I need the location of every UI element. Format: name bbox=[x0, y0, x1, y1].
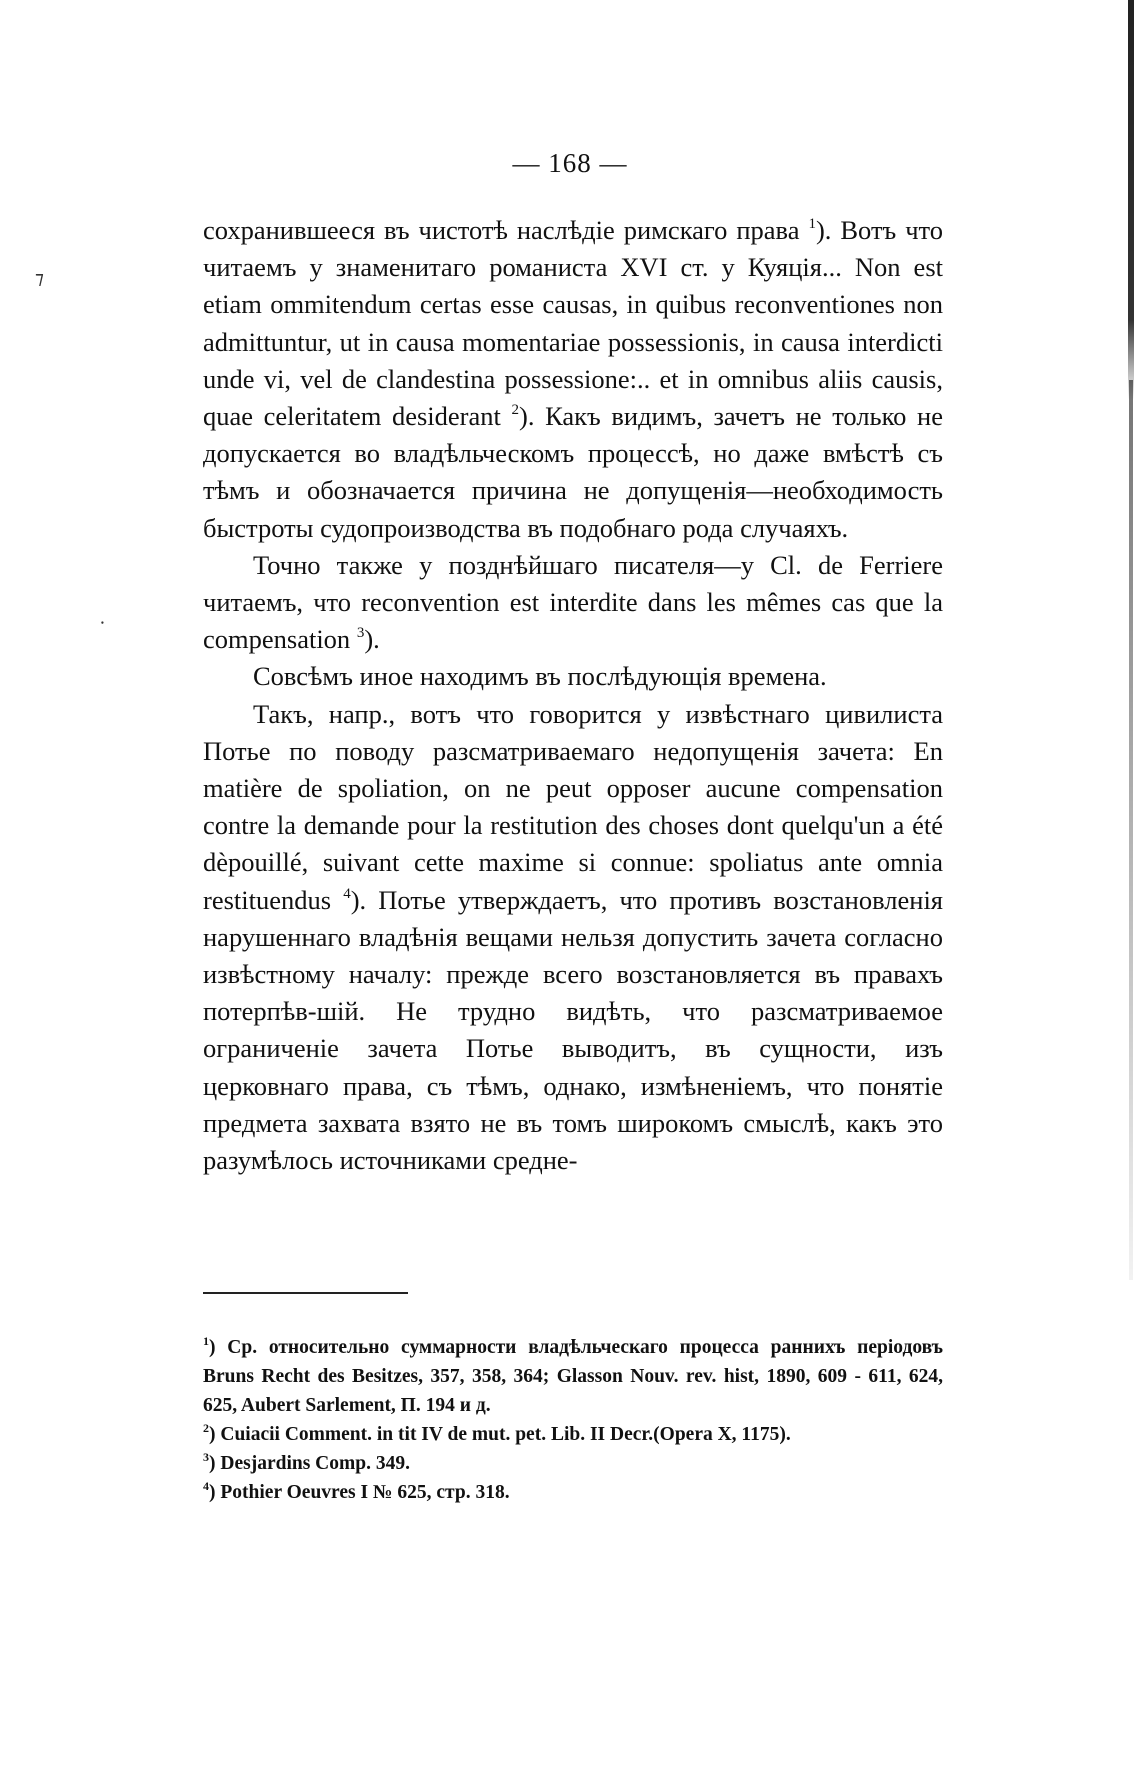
footnote: $^4$) Pothier Oeuvres I № 625, стр. 318. bbox=[203, 1479, 510, 1503]
footnote-ref[interactable]: 4 bbox=[343, 885, 351, 902]
paragraph: Совсѣмъ иное находимъ въ послѣдующія времена. bbox=[253, 661, 827, 692]
paragraph: Точно также у позднѣйшаго писателя—у Cl. de Ferriere читаемъ, что reconvention est interdite dans les mêmes cas que la compensation $^3$). bbox=[203, 549, 943, 655]
paragraph: сохранившееся въ чистотѣ наслѣдіе римскаго права $^1$). Вотъ что читаемъ у знаменитаго романиста XVI ст. у Куяція... Non est etiam ommitendum certas esse causas, in quibus reconventiones non admittuntur, ut in causa momentariae possessionis, in causa interdicti unde vi, vel de clandestina possessione:.. et in omnibus aliis causis, quae celeritatem desiderant $^2$). Какъ видимъ, зачетъ не только не допускается во владѣльческомъ процессѣ, но даже вмѣстѣ съ тѣмъ и обозначается причина не допущенія—необходимость быстроты судопроизводства въ подобнаго рода случаяхъ. bbox=[203, 215, 943, 543]
page-number: — 168 — bbox=[512, 148, 628, 178]
footnote-ref[interactable]: 3 bbox=[356, 625, 365, 642]
footnote: $^2$) Cuiacii Comment. in tit IV de mut. pet. Lib. II Decr.(Opera X, 1175). bbox=[203, 1421, 791, 1445]
margin-mark: ⁊ bbox=[35, 268, 44, 288]
margin-mark: ⸳ bbox=[100, 610, 105, 630]
footnote: $^1$) Ср. относительно суммарности владѣльческаго процесса раннихъ періодовъ Bruns Recht des Besitzes, 357, 358, 364; Glasson Nouv. rev. hist, 1890, 609 - 611, 624, 625, Aubert Sarlement, П. 194 и д. bbox=[203, 1334, 943, 1416]
footnote: $^3$) Desjardins Comp. 349. bbox=[203, 1450, 410, 1474]
paragraph: Такъ, напр., вотъ что говорится у извѣстнаго цивилиста Потье по поводу разсматриваемаго недопущенія зачета: En matière de spoliation, on ne peut opposer aucune compensation contre la demande pour la restitution des choses dont quelqu'un a été dèpouillé, suivant cette maxime si connue: spoliatus ante omnia restituendus $^4$). Потье утверждаетъ, что противъ возстановленія нарушеннаго владѣнія вещами нельзя допустить зачета согласно извѣстному началу: прежде всего возстановляется въ правахъ потерпѣв-шій. Не трудно видѣть, что разсматриваемое ограниченіе зачета Потье выводитъ, въ сущности, изъ церковнаго права, съ тѣмъ, однако, измѣненіемъ, что понятіе предмета захвата взято не въ томъ широкомъ смыслѣ, какъ это разумѣлось источниками средне- bbox=[203, 698, 943, 1176]
footnote-ref[interactable]: 1 bbox=[808, 216, 816, 232]
footnote-separator bbox=[203, 1292, 408, 1294]
page-edge-shadow bbox=[1128, 0, 1134, 400]
footnotes bbox=[203, 1333, 943, 1507]
footnote-ref[interactable]: 2 bbox=[511, 402, 519, 419]
main-text bbox=[203, 212, 943, 1179]
page-edge-shadow-lower bbox=[1129, 380, 1133, 1280]
